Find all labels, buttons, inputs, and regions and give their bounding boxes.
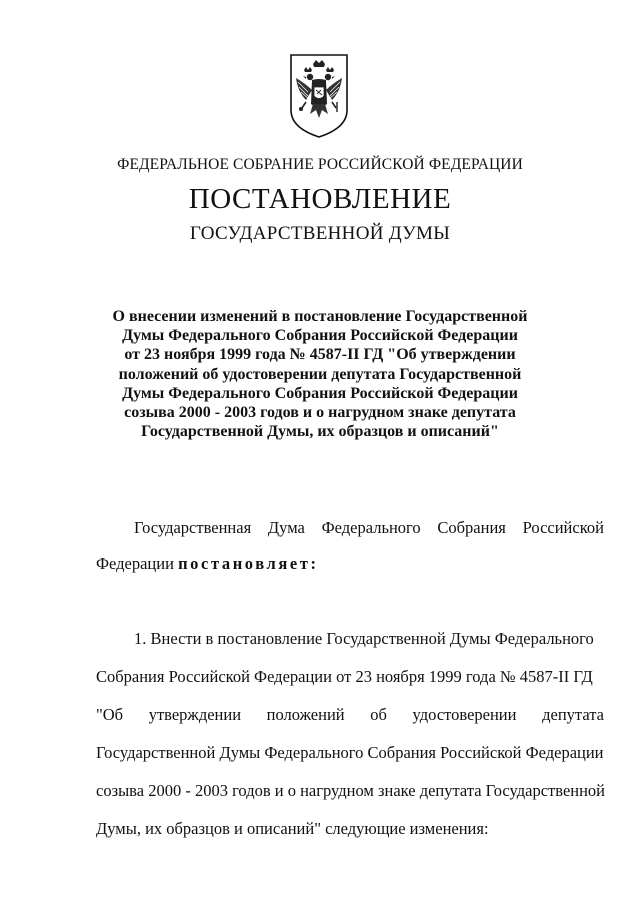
subject-line: созыва 2000 - 2003 годов и о нагрудном знаке депутата: [124, 404, 516, 422]
clause-1-line-6: Думы, их образцов и описаний" следующие изменения:: [96, 819, 489, 838]
subject-line: Думы Федерального Собрания Российской Федерации: [122, 384, 518, 402]
clause-word: "Об: [96, 705, 124, 724]
subject-line: Думы Федерального Собрания Российской Федерации: [122, 327, 518, 345]
clause-word: утверждении: [148, 705, 242, 724]
subject-line: О внесении изменений в постановление Государственной: [112, 308, 528, 325]
preamble-start: Федерации: [96, 554, 174, 573]
clause-word: удостоверении: [412, 705, 517, 724]
subject-line: положений об удостоверении депутата Государственной: [118, 365, 522, 383]
preamble-word: Российской: [522, 518, 604, 537]
preamble-line-1: [134, 518, 604, 538]
document-subject: [0, 307, 640, 441]
subject-line: от 23 ноября 1999 года № 4587-II ГД "Об утверждении: [124, 346, 516, 364]
preamble-word: Собрания: [437, 518, 506, 537]
clause-word: об: [370, 705, 387, 724]
issuer-heading: ГОСУДАРСТВЕННОЙ ДУМЫ: [189, 223, 451, 244]
preamble-line-2: [96, 554, 319, 574]
document-type-title: ПОСТАНОВЛЕНИЕ: [188, 183, 452, 215]
clause-1-line-4: Государственной Думы Федерального Собрания Российской Федерации: [96, 743, 604, 762]
preamble-verb: постановляет:: [178, 554, 319, 573]
subject-line: Государственной Думы, их образцов и описаний": [141, 423, 499, 441]
clause-word: положений: [266, 705, 345, 724]
russian-coat-of-arms-icon: [288, 52, 350, 140]
clause-1-line-2: Собрания Российской Федерации от 23 ноября 1999 года № 4587-II ГД: [96, 667, 593, 686]
clause-1-line-3: [96, 705, 604, 725]
preamble-word: Государственная: [134, 518, 252, 537]
assembly-heading: ФЕДЕРАЛЬНОЕ СОБРАНИЕ РОССИЙСКОЙ ФЕДЕРАЦИИ: [117, 156, 523, 173]
preamble-word: Дума: [267, 518, 305, 537]
preamble-word: Федерального: [321, 518, 421, 537]
clause-1-line-1: 1. Внести в постановление Государственной Думы Федерального: [134, 629, 594, 648]
clause-word: депутата: [542, 705, 604, 724]
clause-1-line-5: созыва 2000 - 2003 годов и о нагрудном знаке депутата Государственной: [96, 781, 606, 800]
